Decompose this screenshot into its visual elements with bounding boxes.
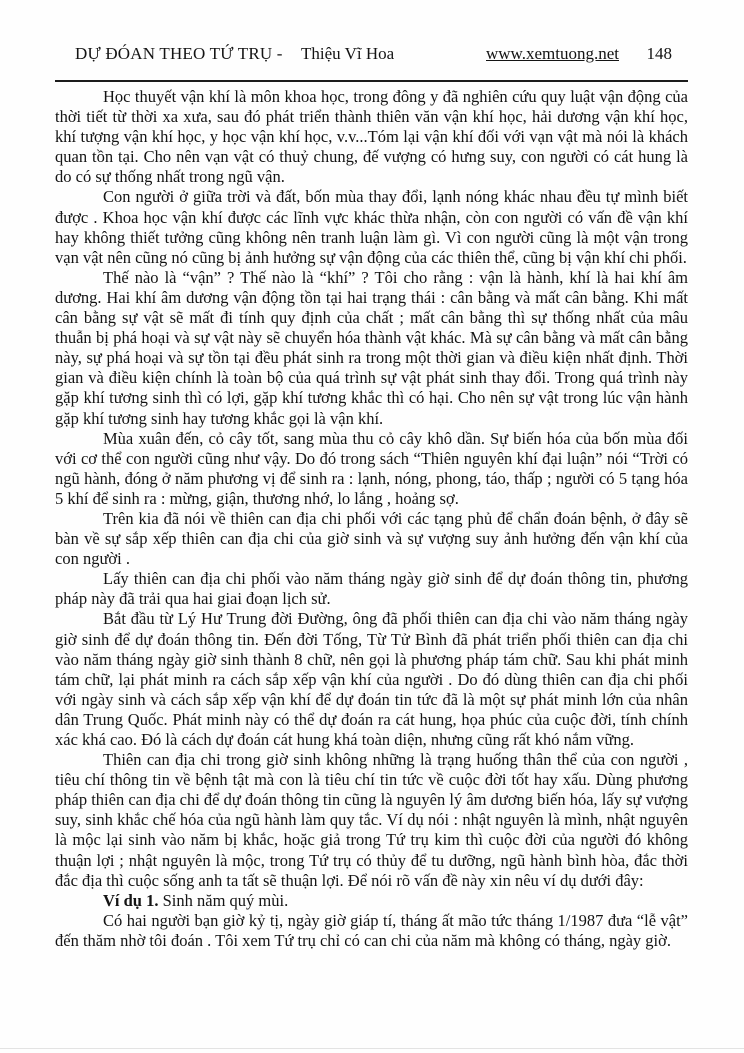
paragraph-tren-kia: Trên kia đã nói về thiên can địa chi phối với các tạng phủ để chẩn đoán bệnh, ở đây sẽ bàn về sự sắp xếp thiên can địa chi của giờ sinh và sự vượng suy ảnh hưởng đến vận khí của con người .	[55, 508, 688, 569]
paragraph-mua-xuan: Mùa xuân đến, cỏ cây tốt, sang mùa thu cỏ cây khô dần. Sự biến hóa của bốn mùa đối với cơ thể con người cũng như vậy. Do đó trong sách “Thiên nguyên khí đại luận” nói “Trời có ngũ hành, đóng ở năm phương vị để sinh ra : lạnh, nóng, phong, táo, thấp ; người có 5 tạng hóa 5 khí để sinh ra : mừng, giận, thương nhớ, lo lắng , hoảng sợ.	[55, 428, 688, 508]
page-number: 148	[646, 44, 672, 63]
author-name: Thiệu Vĩ Hoa	[301, 44, 395, 63]
paragraph-ly-hu-trung: Bắt đầu từ Lý Hư Trung đời Đường, ông đã phối thiên can địa chi vào năm tháng ngày giờ sinh để dự đoán thông tin. Đến đời Tống, Từ Tử Bình đã phát triển phối thiên can địa chi vào năm tháng ngày giờ sinh thành 8 chữ, nên gọi là phương pháp tám chữ. Sau khi phát minh tám chữ, lại phát minh ra cách sắp xếp vận khí của người . Do đó dùng thiên can địa chi phối với ngày sinh và cách sắp xếp vận khí để dự đoán tin tức đã là một sự phát minh lớn của nhân dân Trung Quốc. Phát minh này có thể dự đoán ra cát hung, họa phúc của cuộc đời, tính chính xác khá cao. Đó là cách dự đoán cát hung khá toàn diện, nhưng cũng rất khó nắm vững.	[55, 609, 688, 749]
paragraph-van-khi-intro: Học thuyết vận khí là môn khoa học, trong đông y đã nghiên cứu quy luật vận động của thời tiết từ thời xa xưa, sau đó phát triển thành thiên văn vận khí học, hải dương vận khí học, khí tượng vận khí học, y học vận khí học, v.v...Tóm lại vận khí đối với vạn vật mà nói là khách quan tồn tại. Cho nên vạn vật có thuỷ chung, đế vượng có hưng suy, con người có cát hung là do có sự thống nhất trong ngũ vận.	[55, 87, 688, 187]
body-text	[55, 87, 688, 951]
paragraph-van-va-khi: Thế nào là “vận” ? Thế nào là “khí” ? Tôi cho rằng : vận là hành, khí là hai khí âm dương. Hai khí âm dương vận động tồn tại hai trạng thái : cân bằng và mất cân bằng. Khi mất cân bằng sự vật sẽ mất đi tính quy định của chất ; mất cân bằng thì sự thống nhất của mâu thuẫn bị phá hoại và sự vật này sẽ chuyển hóa thành vật khác. Mà sự cân bằng và mất cân bằng này, sự phá hoại và sự tồn tại đều phát sinh ra trong một thời gian và điều kiện nhất định. Thời gian và điều kiện chính là toàn bộ của quá trình sự vật phát sinh thay đổi. Trong quá trình này gặp khí tương sinh thì có lợi, gặp khí tương khắc thì có hại. Cho nên sự vật trong lúc vận hành gặp khí tương sinh hay tương khắc gọi là vận khí.	[55, 267, 688, 428]
example-label: Ví dụ 1.	[103, 890, 159, 910]
scan-edge-line	[0, 1048, 744, 1049]
book-title: DỰ ĐÓAN THEO TỨ TRỤ -	[75, 44, 283, 63]
paragraph-lay-thien-can: Lấy thiên can địa chi phối vào năm tháng ngày giờ sinh để dự đoán thông tin, phương pháp này đã trải qua hai giai đoạn lịch sử.	[55, 569, 688, 609]
header-rule	[55, 80, 688, 82]
example-line	[55, 891, 688, 911]
page-header	[0, 44, 744, 66]
paragraph-closing: Có hai người bạn giờ kỷ tị, ngày giờ giáp tí, tháng ất mão tức tháng 1/1987 đưa “lễ vật” đến thăm nhờ tôi đoán . Tôi xem Tứ trụ chỉ có can chi của năm mà không có tháng, ngày giờ.	[55, 910, 688, 950]
website-link[interactable]: www.xemtuong.net	[486, 44, 619, 63]
paragraph-con-nguoi: Con người ở giữa trời và đất, bốn mùa thay đổi, lạnh nóng khác nhau đều tự mình biết được . Khoa học vận khí được các lĩnh vực khác thừa nhận, còn con người có vấn đề vận khí hay không thiết tưởng cũng không nên tranh luận làm gì. Vì con người cũng là một vận trong vạn vật nên cũng nó cũng bị ảnh hưởng sự vận động của các thiên thể, cũng bị vận khí chi phối.	[55, 187, 688, 267]
example-text: Sinh năm quý mùi.	[158, 890, 289, 910]
paragraph-thien-can-dia-chi: Thiên can địa chi trong giờ sinh không những là trạng huống thân thể của con người , tiêu chí thông tin về bệnh tật mà con là tiêu chí tin tức về cuộc đời tốt hay xấu. Dùng phương pháp thiên can địa chi để dự đoán thông tin cũng là nguyên lý âm dương biến hóa, lấy sự vượng suy, sinh khắc chế hóa của ngũ hành làm quy tắc. Ví dụ nói : nhật nguyên là mình, nhật nguyên là mộc lại sinh vào năm bị khắc, hoặc giả trong Tứ trụ kim thì cuộc đời của người đó không thuận lợi ; nhật nguyên là mộc, trong Tứ trụ có thủy để tu dưỡng, ngũ hành bình hòa, đắc thời đắc địa thì cuộc sống anh ta tất sẽ thuận lợi. Để nói rõ vấn đề này xin nêu ví dụ dưới đây:	[55, 750, 688, 890]
